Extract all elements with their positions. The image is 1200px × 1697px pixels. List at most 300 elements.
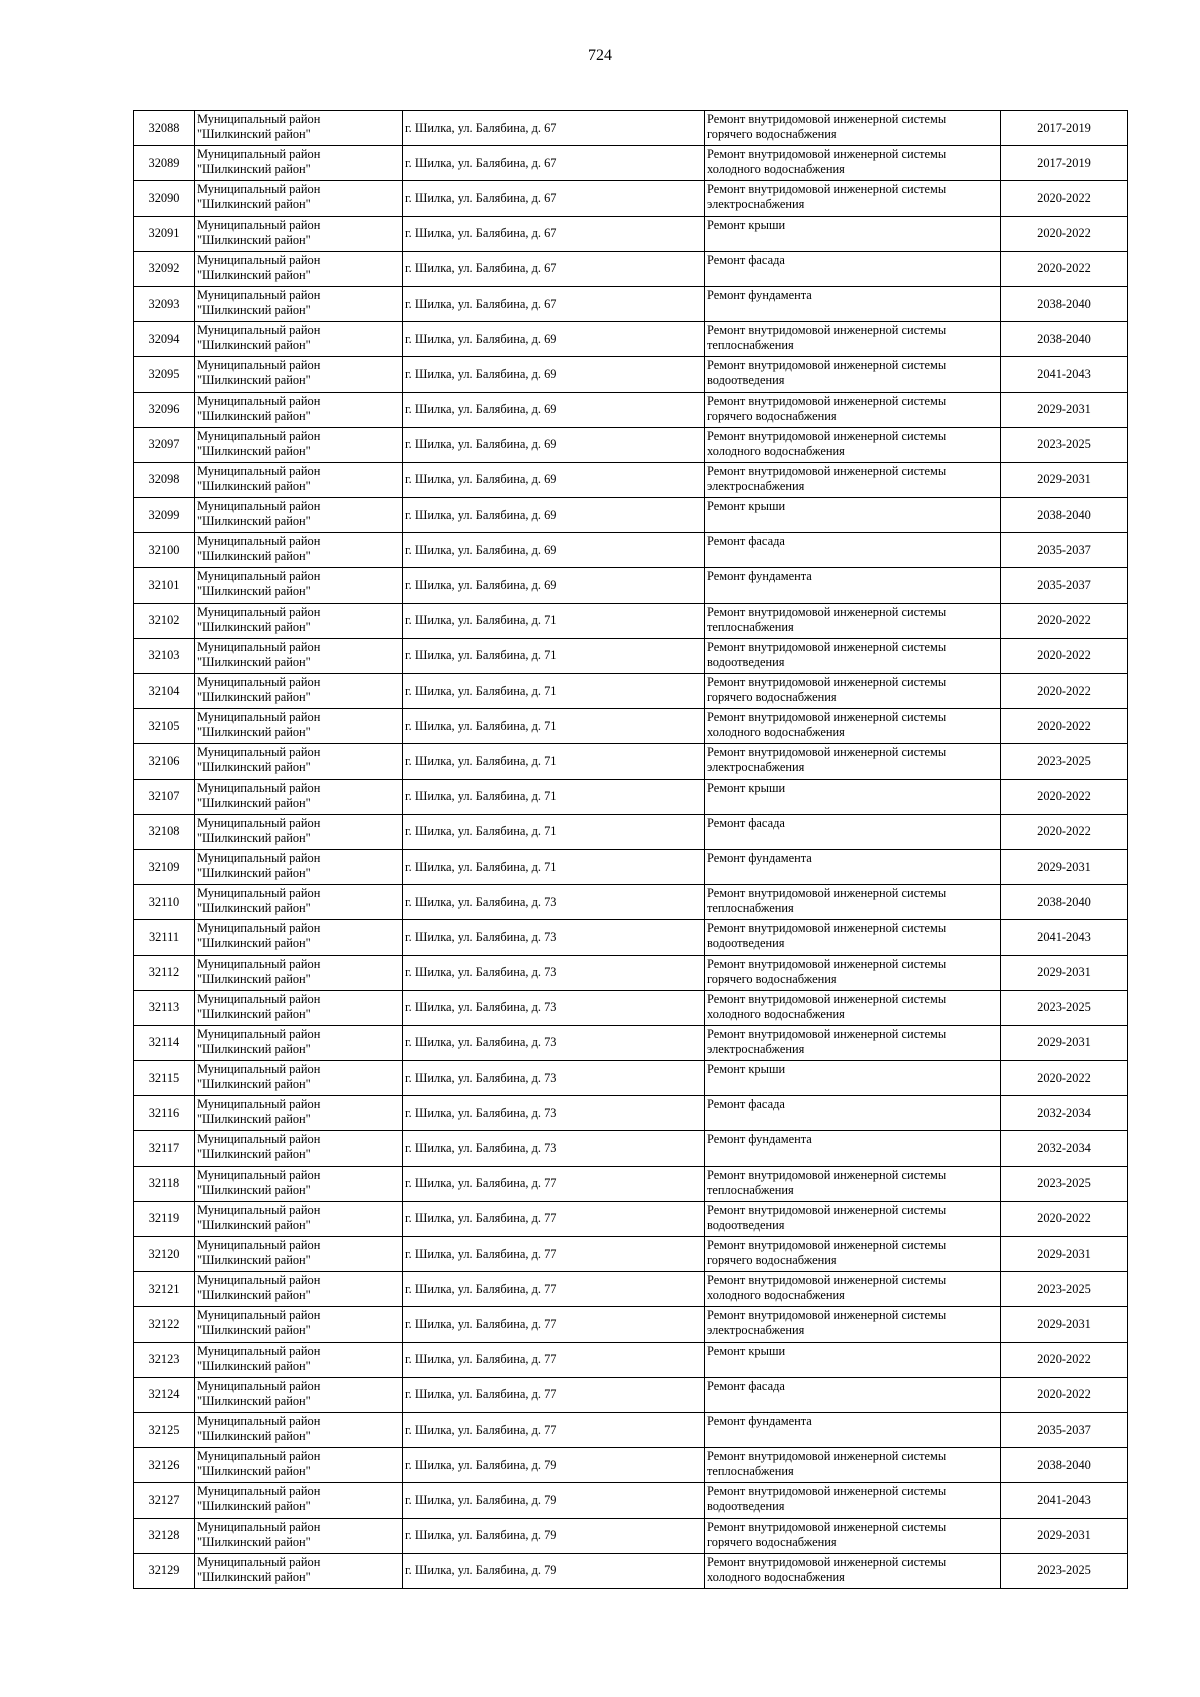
work-type-text: Ремонт крыши [707,1343,786,1358]
municipality-text: "Шилкинский район" [197,549,311,564]
municipality-text: "Шилкинский район" [197,1428,311,1443]
work-type-cell [705,1237,1001,1272]
municipality-text: "Шилкинский район" [197,267,311,282]
municipality-text: Муниципальный район [197,991,321,1006]
row-number-text: 32118 [148,1176,180,1191]
municipality-text: Муниципальный район [197,1273,321,1288]
municipality-text: Муниципальный район [197,921,321,936]
municipality-text: Муниципальный район [197,1132,321,1147]
work-type-text: водоотведения [707,1499,785,1514]
row-number-cell [134,1448,195,1483]
row-number-cell [134,1272,195,1307]
address-text: г. Шилка, ул. Балябина, д. 71 [405,753,557,768]
period-text: 2023-2025 [1037,1000,1091,1015]
work-type-cell [705,568,1001,603]
municipality-cell [195,744,403,779]
address-cell [403,814,705,849]
period-text: 2023-2025 [1037,1281,1091,1296]
municipality-cell [195,990,403,1025]
table-row [134,1166,1128,1201]
work-type-cell [705,1201,1001,1236]
row-number-text: 32116 [148,1105,180,1120]
municipality-text: "Шилкинский район" [197,1358,311,1373]
address-cell [403,1307,705,1342]
row-number-text: 32125 [148,1422,180,1437]
row-number-cell [134,216,195,251]
work-type-text: Ремонт внутридомовой инженерной системы [707,991,947,1006]
work-type-cell [705,1025,1001,1060]
address-text: г. Шилка, ул. Балябина, д. 69 [405,507,557,522]
address-cell [403,392,705,427]
period-cell [1001,146,1128,181]
row-number-cell [134,885,195,920]
row-number-text: 32088 [148,120,180,135]
address-text: г. Шилка, ул. Балябина, д. 73 [405,1141,557,1156]
address-cell [403,498,705,533]
address-text: г. Шилка, ул. Балябина, д. 71 [405,859,557,874]
work-type-text: Ремонт внутридомовой инженерной системы [707,921,947,936]
work-type-text: электроснабжения [707,1041,805,1056]
municipality-cell [195,1061,403,1096]
period-cell [1001,1096,1128,1131]
municipality-text: Муниципальный район [197,1202,321,1217]
row-number-text: 32091 [148,226,180,241]
municipality-cell [195,322,403,357]
row-number-text: 32107 [148,789,180,804]
municipality-cell [195,286,403,321]
work-type-text: холодного водоснабжения [707,1006,845,1021]
period-cell [1001,849,1128,884]
municipality-text: Муниципальный район [197,534,321,549]
table-row [134,1448,1128,1483]
period-cell [1001,1061,1128,1096]
period-cell [1001,1201,1128,1236]
work-type-cell [705,709,1001,744]
address-cell [403,1201,705,1236]
municipality-cell [195,1553,403,1588]
municipality-text: Муниципальный район [197,112,321,126]
row-number-text: 32096 [148,402,180,417]
row-number-cell [134,1483,195,1518]
municipality-text: "Шилкинский район" [197,1464,311,1479]
address-cell [403,357,705,392]
period-cell [1001,990,1128,1025]
table-row [134,357,1128,392]
period-text: 2035-2037 [1037,1422,1091,1437]
municipality-cell [195,568,403,603]
row-number-text: 32129 [148,1563,180,1578]
work-type-text: Ремонт внутридомовой инженерной системы [707,1026,947,1041]
work-type-text: холодного водоснабжения [707,1288,845,1303]
period-text: 2029-2031 [1037,402,1091,417]
work-type-cell [705,181,1001,216]
table-row [134,1377,1128,1412]
work-type-text: электроснабжения [707,478,805,493]
period-cell [1001,1166,1128,1201]
period-cell [1001,533,1128,568]
address-cell [403,533,705,568]
row-number-cell [134,427,195,462]
municipality-cell [195,885,403,920]
repair-schedule-table [133,110,1128,1589]
municipality-text: Муниципальный район [197,252,321,267]
municipality-text: Муниципальный район [197,569,321,584]
period-text: 2020-2022 [1037,226,1091,241]
table-row [134,990,1128,1025]
period-cell [1001,1377,1128,1412]
table-row [134,1483,1128,1518]
table-row [134,533,1128,568]
period-cell [1001,955,1128,990]
work-type-cell [705,1412,1001,1447]
row-number-text: 32115 [148,1070,180,1085]
work-type-text: Ремонт внутридомовой инженерной системы [707,147,947,162]
address-cell [403,1166,705,1201]
municipality-text: "Шилкинский район" [197,1393,311,1408]
table-row [134,814,1128,849]
work-type-text: Ремонт внутридомовой инженерной системы [707,710,947,725]
row-number-text: 32126 [148,1457,180,1472]
row-number-text: 32111 [148,929,180,944]
table-row [134,849,1128,884]
address-text: г. Шилка, ул. Балябина, д. 67 [405,190,557,205]
municipality-text: "Шилкинский район" [197,1534,311,1549]
period-cell [1001,1342,1128,1377]
municipality-text: Муниципальный район [197,463,321,478]
row-number-text: 32109 [148,859,180,874]
period-text: 2020-2022 [1037,261,1091,276]
work-type-cell [705,322,1001,357]
municipality-cell [195,849,403,884]
work-type-text: Ремонт внутридомовой инженерной системы [707,1554,947,1569]
work-type-cell [705,603,1001,638]
municipality-text: Муниципальный район [197,886,321,901]
address-cell [403,427,705,462]
municipality-text: "Шилкинский район" [197,901,311,916]
work-type-text: Ремонт внутридомовой инженерной системы [707,323,947,338]
row-number-text: 32122 [148,1316,180,1331]
work-type-text: Ремонт фундамента [707,1132,812,1147]
municipality-text: "Шилкинский район" [197,584,311,599]
period-text: 2029-2031 [1037,1246,1091,1261]
row-number-cell [134,1025,195,1060]
work-type-text: Ремонт внутридомовой инженерной системы [707,745,947,760]
work-type-cell [705,638,1001,673]
work-type-text: Ремонт внутридомовой инженерной системы [707,358,947,373]
address-cell [403,216,705,251]
address-cell [403,1272,705,1307]
table-row [134,392,1128,427]
work-type-text: холодного водоснабжения [707,443,845,458]
work-type-cell [705,498,1001,533]
table-body [134,111,1128,1589]
table-row [134,181,1128,216]
row-number-text: 32127 [148,1492,180,1507]
row-number-cell [134,286,195,321]
municipality-text: Муниципальный район [197,217,321,232]
work-type-text: теплоснабжения [707,901,794,916]
municipality-text: Муниципальный район [197,1449,321,1464]
work-type-text: Ремонт внутридомовой инженерной системы [707,1202,947,1217]
row-number-text: 32113 [148,1000,180,1015]
period-cell [1001,744,1128,779]
address-cell [403,1025,705,1060]
table-row [134,1553,1128,1588]
address-cell [403,568,705,603]
table-row [134,1025,1128,1060]
work-type-text: Ремонт внутридомовой инженерной системы [707,956,947,971]
address-cell [403,674,705,709]
period-cell [1001,814,1128,849]
table-row [134,674,1128,709]
work-type-cell [705,251,1001,286]
row-number-cell [134,1237,195,1272]
period-text: 2032-2034 [1037,1105,1091,1120]
municipality-cell [195,1448,403,1483]
period-cell [1001,322,1128,357]
municipality-cell [195,1166,403,1201]
address-text: г. Шилка, ул. Балябина, д. 69 [405,578,557,593]
municipality-cell [195,427,403,462]
municipality-text: "Шилкинский район" [197,971,311,986]
work-type-text: Ремонт внутридомовой инженерной системы [707,1449,947,1464]
address-text: г. Шилка, ул. Балябина, д. 73 [405,1035,557,1050]
work-type-text: Ремонт внутридомовой инженерной системы [707,1273,947,1288]
municipality-text: Муниципальный район [197,1413,321,1428]
period-text: 2020-2022 [1037,1070,1091,1085]
period-text: 2020-2022 [1037,613,1091,628]
period-cell [1001,498,1128,533]
period-cell [1001,181,1128,216]
address-cell [403,251,705,286]
period-text: 2035-2037 [1037,578,1091,593]
table-row [134,146,1128,181]
period-text: 2023-2025 [1037,1176,1091,1191]
row-number-text: 32090 [148,190,180,205]
municipality-text: "Шилкинский район" [197,514,311,529]
row-number-cell [134,111,195,146]
period-text: 2020-2022 [1037,718,1091,733]
municipality-cell [195,181,403,216]
period-cell [1001,1131,1128,1166]
municipality-text: Муниципальный район [197,358,321,373]
row-number-text: 32095 [148,366,180,381]
period-cell [1001,603,1128,638]
table-row [134,1272,1128,1307]
table-row [134,1237,1128,1272]
table-row [134,322,1128,357]
municipality-cell [195,674,403,709]
address-text: г. Шилка, ул. Балябина, д. 71 [405,824,557,839]
period-text: 2029-2031 [1037,472,1091,487]
address-text: г. Шилка, ул. Балябина, д. 67 [405,155,557,170]
period-text: 2029-2031 [1037,1528,1091,1543]
address-text: г. Шилка, ул. Балябина, д. 69 [405,542,557,557]
work-type-text: Ремонт внутридомовой инженерной системы [707,886,947,901]
municipality-text: Муниципальный район [197,1343,321,1358]
table-row [134,779,1128,814]
row-number-cell [134,1131,195,1166]
municipality-cell [195,146,403,181]
address-cell [403,990,705,1025]
municipality-cell [195,1272,403,1307]
work-type-text: электроснабжения [707,760,805,775]
period-text: 2035-2037 [1037,542,1091,557]
work-type-cell [705,885,1001,920]
address-cell [403,1518,705,1553]
table-row [134,603,1128,638]
period-text: 2020-2022 [1037,824,1091,839]
municipality-cell [195,920,403,955]
municipality-cell [195,955,403,990]
address-text: г. Шилка, ул. Балябина, д. 67 [405,296,557,311]
period-text: 2041-2043 [1037,366,1091,381]
address-text: г. Шилка, ул. Балябина, д. 77 [405,1176,557,1191]
period-text: 2029-2031 [1037,1035,1091,1050]
address-cell [403,181,705,216]
period-cell [1001,709,1128,744]
table-row [134,1061,1128,1096]
municipality-text: Муниципальный район [197,1308,321,1323]
row-number-cell [134,1096,195,1131]
period-text: 2041-2043 [1037,929,1091,944]
row-number-cell [134,462,195,497]
work-type-text: Ремонт внутридомовой инженерной системы [707,675,947,689]
row-number-text: 32103 [148,648,180,663]
table-row [134,498,1128,533]
row-number-text: 32124 [148,1387,180,1402]
work-type-text: Ремонт фундамента [707,850,812,865]
period-cell [1001,1448,1128,1483]
work-type-cell [705,744,1001,779]
address-text: г. Шилка, ул. Балябина, д. 67 [405,226,557,241]
address-cell [403,603,705,638]
work-type-text: Ремонт внутридомовой инженерной системы [707,1238,947,1252]
table-row [134,638,1128,673]
work-type-text: водоотведения [707,373,785,388]
work-type-cell [705,427,1001,462]
row-number-text: 32112 [148,965,180,980]
period-cell [1001,1412,1128,1447]
period-text: 2038-2040 [1037,296,1091,311]
period-cell [1001,392,1128,427]
municipality-cell [195,1096,403,1131]
municipality-cell [195,1377,403,1412]
row-number-text: 32114 [148,1035,180,1050]
row-number-cell [134,1377,195,1412]
period-cell [1001,357,1128,392]
work-type-text: горячего водоснабжения [707,1253,837,1267]
row-number-cell [134,1166,195,1201]
municipality-text: Муниципальный район [197,182,321,197]
work-type-text: электроснабжения [707,197,805,212]
municipality-text: "Шилкинский район" [197,654,311,669]
period-text: 2029-2031 [1037,965,1091,980]
municipality-text: Муниципальный район [197,1167,321,1182]
row-number-cell [134,709,195,744]
municipality-text: Муниципальный район [197,428,321,443]
row-number-cell [134,322,195,357]
address-cell [403,885,705,920]
municipality-text: "Шилкинский район" [197,1569,311,1584]
row-number-cell [134,392,195,427]
municipality-cell [195,1201,403,1236]
row-number-cell [134,1061,195,1096]
work-type-text: Ремонт фасада [707,1378,785,1393]
table-row [134,1096,1128,1131]
municipality-cell [195,709,403,744]
work-type-text: холодного водоснабжения [707,162,845,177]
table-row [134,462,1128,497]
work-type-cell [705,674,1001,709]
work-type-text: Ремонт фасада [707,534,785,549]
municipality-text: "Шилкинский район" [197,1323,311,1338]
address-cell [403,709,705,744]
municipality-cell [195,1518,403,1553]
table-row [134,251,1128,286]
table-row [134,568,1128,603]
municipality-text: Муниципальный район [197,323,321,338]
address-cell [403,849,705,884]
municipality-text: Муниципальный район [197,147,321,162]
row-number-cell [134,1342,195,1377]
row-number-cell [134,181,195,216]
municipality-text: "Шилкинский район" [197,162,311,177]
address-text: г. Шилка, ул. Балябина, д. 79 [405,1492,557,1507]
municipality-text: "Шилкинский район" [197,1288,311,1303]
row-number-cell [134,955,195,990]
period-text: 2017-2019 [1037,155,1091,170]
period-text: 2017-2019 [1037,120,1091,135]
work-type-cell [705,990,1001,1025]
address-text: г. Шилка, ул. Балябина, д. 73 [405,929,557,944]
work-type-text: холодного водоснабжения [707,1569,845,1584]
row-number-cell [134,990,195,1025]
municipality-text: "Шилкинский район" [197,232,311,247]
work-type-text: Ремонт фундамента [707,1413,812,1428]
period-text: 2020-2022 [1037,1211,1091,1226]
row-number-cell [134,920,195,955]
municipality-cell [195,1237,403,1272]
period-cell [1001,1553,1128,1588]
work-type-cell [705,1483,1001,1518]
row-number-cell [134,603,195,638]
address-text: г. Шилка, ул. Балябина, д. 71 [405,789,557,804]
address-cell [403,462,705,497]
address-cell [403,955,705,990]
row-number-cell [134,638,195,673]
period-cell [1001,462,1128,497]
municipality-text: "Шилкинский район" [197,1499,311,1514]
municipality-text: Муниципальный район [197,675,321,689]
municipality-text: "Шилкинский район" [197,338,311,353]
municipality-cell [195,1307,403,1342]
work-type-text: холодного водоснабжения [707,725,845,740]
table-row [134,1201,1128,1236]
address-text: г. Шилка, ул. Балябина, д. 79 [405,1563,557,1578]
row-number-text: 32119 [148,1211,180,1226]
period-text: 2029-2031 [1037,1316,1091,1331]
row-number-text: 32100 [148,542,180,557]
work-type-cell [705,357,1001,392]
period-cell [1001,1483,1128,1518]
municipality-text: Муниципальный район [197,1484,321,1499]
municipality-text: Муниципальный район [197,1554,321,1569]
row-number-text: 32101 [148,578,180,593]
period-cell [1001,1025,1128,1060]
address-text: г. Шилка, ул. Балябина, д. 69 [405,331,557,346]
period-cell [1001,674,1128,709]
